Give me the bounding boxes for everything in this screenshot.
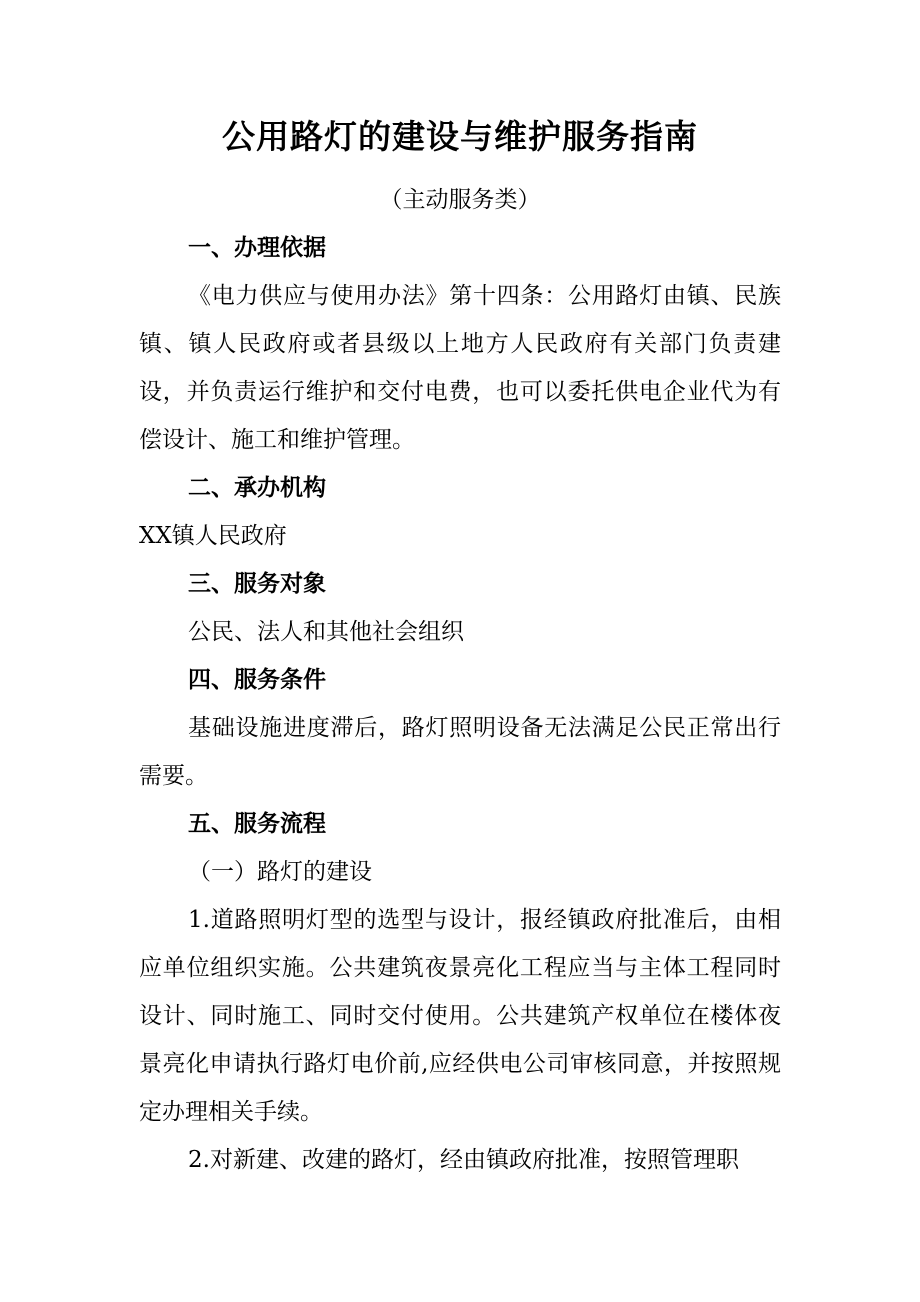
section-heading-process: 五、服务流程 [188,811,326,837]
section-heading-conditions: 四、服务条件 [188,667,326,693]
section-heading-agency: 二、承办机构 [188,475,326,501]
section-heading-basis: 一、办理依据 [188,235,326,261]
section-heading-target: 三、服务对象 [188,571,326,597]
document-subtitle: （主动服务类） [379,187,541,213]
section-text-agency: XX镇人民政府 [139,523,287,549]
section-text-basis: 《电力供应与使用办法》第十四条：公用路灯由镇、民族镇、镇人民政府或者县级以上地方人民政府有关部门负责建设，并负责运行维护和交付电费，也可以委托供电企业代为有偿设计、施工和维护管理。 [139,283,781,453]
section-subheading-construction: （一）路灯的建设 [188,859,372,885]
section-text-conditions: 基础设施进度滞后，路灯照明设备无法满足公民正常出行需要。 [139,715,781,789]
document-title: 公用路灯的建设与维护服务指南 [222,117,698,156]
process-item-2: 2.对新建、改建的路灯，经由镇政府批准，按照管理职 [188,1147,739,1173]
process-item-1: 1.道路照明灯型的选型与设计，报经镇政府批准后，由相应单位组织实施。公共建筑夜景亮化工程应当与主体工程同时设计、同时施工、同时交付使用。公共建筑产权单位在楼体夜景亮化申请执行路灯电价前,应经供电公司审核同意，并按照规定办理相关手续。 [139,907,781,1125]
section-text-target: 公民、法人和其他社会组织 [188,619,464,645]
